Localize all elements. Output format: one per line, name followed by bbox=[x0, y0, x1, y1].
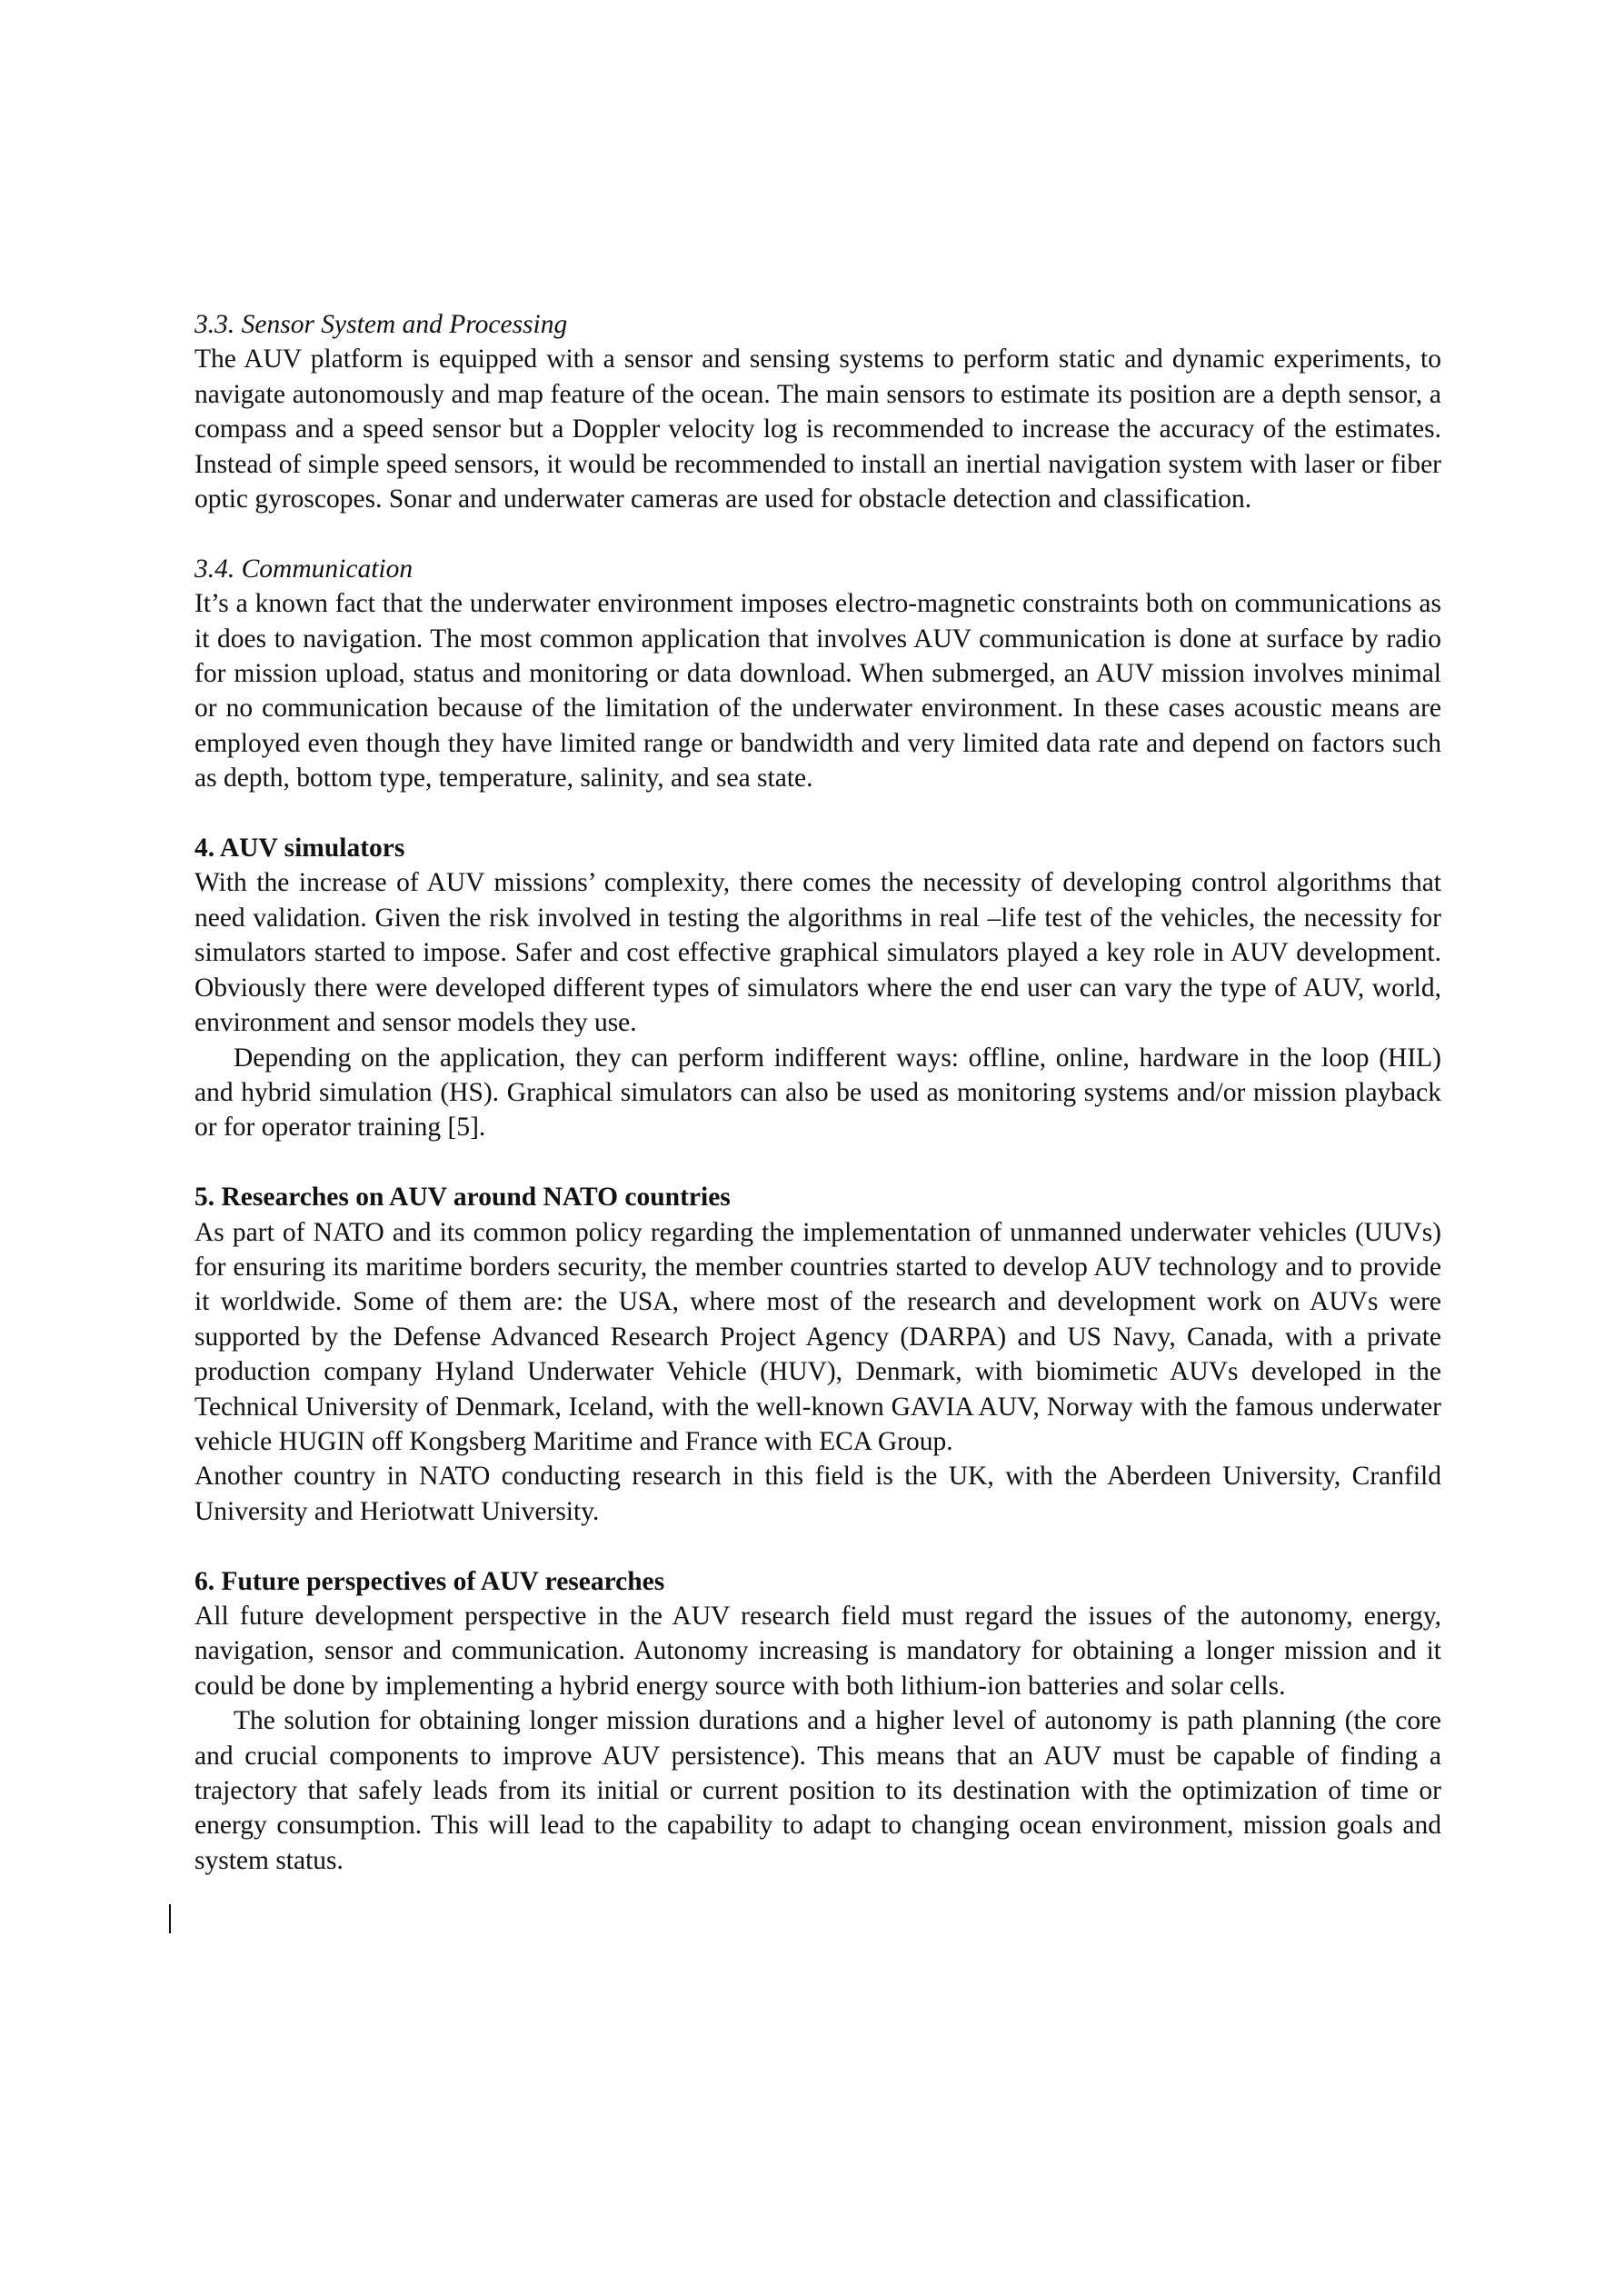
paragraph-gap bbox=[194, 1145, 1441, 1180]
section-3-3 bbox=[194, 307, 1441, 516]
document-page bbox=[194, 307, 1441, 1878]
section-4 bbox=[194, 831, 1441, 1145]
section-heading: 3.4. Communication bbox=[194, 554, 413, 584]
section-heading: 3.3. Sensor System and Processing bbox=[194, 310, 568, 339]
paragraph: The AUV platform is equipped with a sensor and sensing systems to perform static and dynamic experiments, to navigate autonomously and map feature of the ocean. The main sensors to estimate its position are a depth sensor, a compass and a speed sensor but a Doppler velocity log is recommended to increase the accuracy of the estimates. Instead of simple speed sensors, it would be recommended to install an inertial navigation system with laser or fiber optic gyroscopes. Sonar and underwater cameras are used for obstacle detection and classification. bbox=[194, 344, 1441, 514]
paragraph: Another country in NATO conducting research in this field is the UK, with the Aberdeen University, Cranfild University and Heriotwatt University. bbox=[194, 1462, 1441, 1526]
section-heading: 5. Researches on AUV around NATO countries bbox=[194, 1183, 731, 1213]
section-5 bbox=[194, 1180, 1441, 1529]
section-heading: 6. Future perspectives of AUV researches bbox=[194, 1566, 665, 1596]
section-3-4 bbox=[194, 552, 1441, 796]
paragraph: All future development perspective in the AUV research field must regard the issues of the autonomy, energy, navigation, sensor and communication. Autonomy increasing is mandatory for obtaining a longer mission and it could be done by implementing a hybrid energy source with both lithium-ion batteries and solar cells. bbox=[194, 1601, 1441, 1701]
revision-change-bar bbox=[169, 1904, 171, 1933]
section-6 bbox=[194, 1564, 1441, 1879]
paragraph: It’s a known fact that the underwater environment imposes electro-magnetic constraints both on communications as it does to navigation. The most common application that involves AUV communication is done at surface by radio for mission upload, status and monitoring or data download. When submerged, an AUV mission involves minimal or no communication because of the limitation of the underwater environment. In these cases acoustic means are employed even though they have limited range or bandwidth and very limited data rate and depend on factors such as depth, bottom type, temperature, salinity, and sea state. bbox=[194, 589, 1441, 794]
paragraph-gap bbox=[194, 516, 1441, 551]
paragraph: The solution for obtaining longer mission durations and a higher level of autonomy is path planning (the core and crucial components to improve AUV persistence). This means that an AUV must be capable of finding a trajectory that safely leads from its initial or current position to its destination with the optimization of time or energy consumption. This will lead to the capability to adapt to changing ocean environment, mission goals and system status. bbox=[194, 1706, 1441, 1875]
paragraph: With the increase of AUV missions’ complexity, there comes the necessity of developing control algorithms that need validation. Given the risk involved in testing the algorithms in real –life test of the vehicles, the necessity for simulators started to impose. Safer and cost effective graphical simulators played a key role in AUV development. Obviously there were developed different types of simulators where the end user can vary the type of AUV, world, environment and sensor models they use. bbox=[194, 868, 1441, 1038]
paragraph: As part of NATO and its common policy regarding the implementation of unmanned underwater vehicles (UUVs) for ensuring its maritime borders security, the member countries started to develop AUV technology and to provide it worldwide. Some of them are: the USA, where most of the research and development work on AUVs were supported by the Defense Advanced Research Project Agency (DARPA) and US Navy, Canada, with a private production company Hyland Underwater Vehicle (HUV), Denmark, with biomimetic AUVs developed in the Technical University of Denmark, Iceland, with the well-known GAVIA AUV, Norway with the famous underwater vehicle HUGIN off Kongsberg Maritime and France with ECA Group. bbox=[194, 1217, 1441, 1456]
paragraph-gap bbox=[194, 1529, 1441, 1563]
section-heading: 4. AUV simulators bbox=[194, 834, 405, 863]
paragraph: Depending on the application, they can perform indifferent ways: offline, online, hardware in the loop (HIL) and hybrid simulation (HS). Graphical simulators can also be used as monitoring systems and/or mission playback or for operator training [5]. bbox=[194, 1043, 1441, 1143]
paragraph-gap bbox=[194, 796, 1441, 831]
